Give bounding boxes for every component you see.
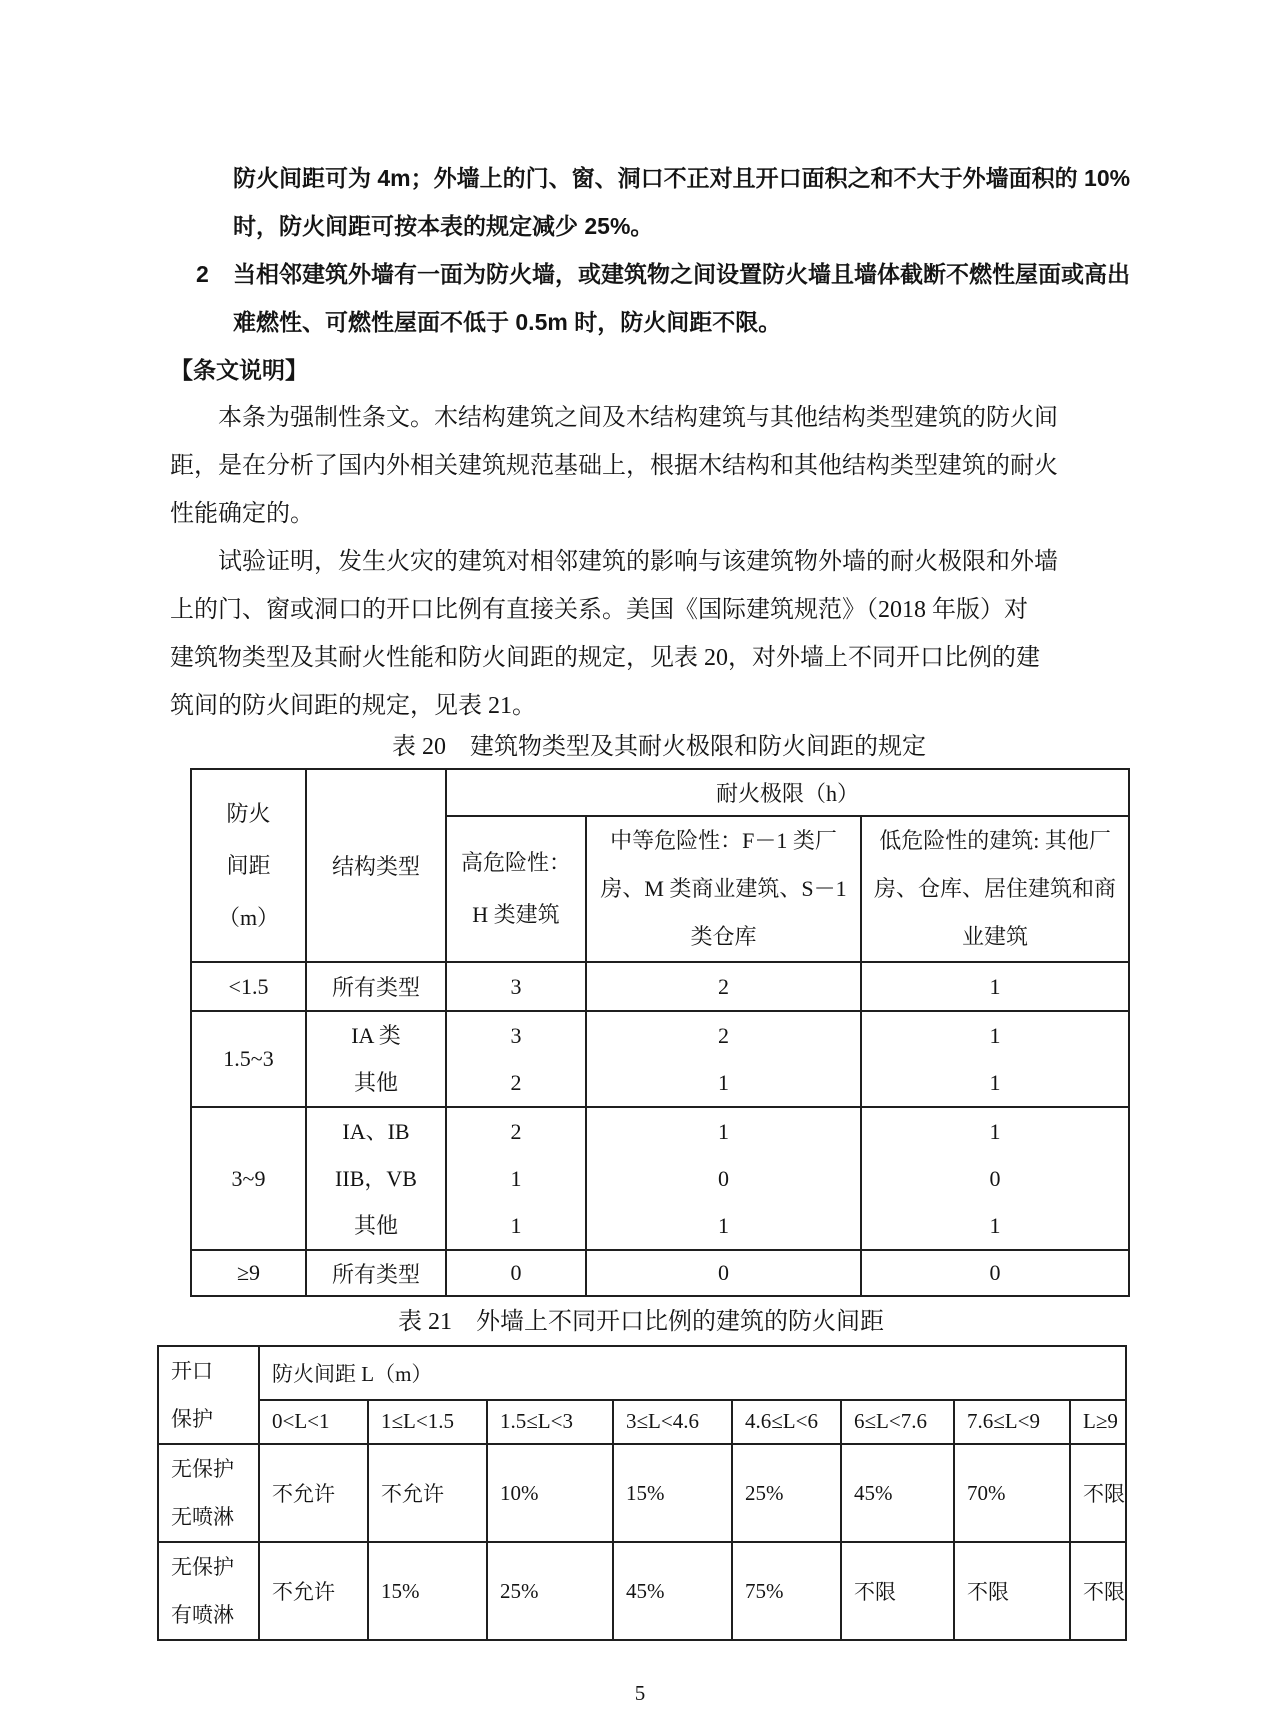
cell-line: 1 xyxy=(510,1213,522,1238)
page-content xyxy=(170,154,1131,1713)
header-line: 房、M 类商业建筑、S－1 xyxy=(600,876,847,901)
t21-value-cell: 70% xyxy=(954,1444,1070,1542)
cell-line: 有喷淋 xyxy=(171,1603,234,1627)
header-line: 保护 xyxy=(171,1407,213,1431)
t21-value-cell: 不允许 xyxy=(259,1542,368,1640)
cell-line: 其他 xyxy=(353,1070,398,1095)
t21-value-cell: 10% xyxy=(487,1444,613,1542)
t21-row-label xyxy=(158,1542,259,1640)
table-20 xyxy=(190,768,1130,1297)
t21-value-cell: 不限 xyxy=(841,1542,954,1640)
cell-line: 1 xyxy=(510,1166,522,1191)
t21-range-header: 1.5≤L<3 xyxy=(487,1400,613,1444)
cell-line: 0 xyxy=(989,1166,1001,1191)
cell-line: 1 xyxy=(718,1119,729,1144)
t20-value-cell xyxy=(586,1107,861,1250)
t21-corner-cell xyxy=(158,1346,259,1444)
table-row xyxy=(191,1250,1129,1296)
cell-line: 1 xyxy=(989,1070,1001,1095)
table21-header-row-2 xyxy=(158,1400,1126,1444)
table-row xyxy=(191,962,1129,1011)
t21-value-cell: 不限 xyxy=(954,1542,1070,1640)
t20-value-cell: 0 xyxy=(861,1250,1129,1296)
t20-distance-cell: 1.5~3 xyxy=(191,1011,306,1107)
t20-distance-cell: 3~9 xyxy=(191,1107,306,1250)
t21-row-label xyxy=(158,1444,259,1542)
table20-caption: 表 20 建筑物类型及其耐火极限和防火间距的规定 xyxy=(392,734,926,760)
t20-header-medium-hazard xyxy=(586,816,861,962)
explanation-paragraph-2 xyxy=(170,538,1110,730)
t20-value-cell xyxy=(586,1011,861,1107)
t21-range-header: 7.6≤L<9 xyxy=(954,1400,1070,1444)
paragraph-line: 本条为强制性条文。木结构建筑之间及木结构建筑与其他结构类型建筑的防火间 xyxy=(218,405,1058,431)
explanation-section xyxy=(170,346,1110,730)
t21-range-header: L≥9 xyxy=(1070,1400,1126,1444)
t21-value-cell: 不限 xyxy=(1070,1542,1126,1640)
header-line: 房、仓库、居住建筑和商 xyxy=(874,876,1117,901)
cell-line: IA 类 xyxy=(351,1023,401,1048)
paragraph-line: 上的门、窗或洞口的开口比例有直接关系。美国《国际建筑规范》（2018 年版）对 xyxy=(170,597,1028,623)
t21-range-header: 4.6≤L<6 xyxy=(732,1400,841,1444)
t21-value-cell: 45% xyxy=(841,1444,954,1542)
t20-value-cell: 2 xyxy=(586,962,861,1011)
code-item2-line2: 难燃性、可燃性屋面不低于 0.5m 时，防火间距不限。 xyxy=(233,309,782,335)
cell-line: 2 xyxy=(510,1070,522,1095)
t20-type-cell: 所有类型 xyxy=(306,962,446,1011)
header-line: 业建筑 xyxy=(962,924,1029,949)
t21-value-cell: 25% xyxy=(732,1444,841,1542)
paragraph-line: 距，是在分析了国内外相关建筑规范基础上，根据木结构和其他结构类型建筑的耐火 xyxy=(170,453,1058,479)
t20-type-cell xyxy=(306,1011,446,1107)
cell-line: 1 xyxy=(989,1119,1001,1144)
t20-value-cell xyxy=(446,1011,586,1107)
t21-value-cell: 45% xyxy=(613,1542,732,1640)
t20-value-cell: 0 xyxy=(586,1250,861,1296)
table-row xyxy=(158,1542,1126,1640)
header-line: 中等危险性：F－1 类厂 xyxy=(610,828,837,853)
t21-range-header: 0<L<1 xyxy=(259,1400,368,1444)
cell-line: 1 xyxy=(718,1213,729,1238)
cell-line: 无保护 xyxy=(171,1555,234,1579)
code-item1-line2: 时，防火间距可按本表的规定减少 25%。 xyxy=(233,213,654,239)
cell-line: IA、IB xyxy=(342,1119,410,1144)
table-row xyxy=(158,1444,1126,1542)
t20-distance-cell: <1.5 xyxy=(191,962,306,1011)
table21-caption: 表 21 外墙上不同开口比例的建筑的防火间距 xyxy=(398,1309,884,1335)
t20-value-cell: 1 xyxy=(861,962,1129,1011)
cell-line: 0 xyxy=(718,1166,729,1191)
table-row xyxy=(191,1107,1129,1250)
explanation-heading: 【条文说明】 xyxy=(170,357,308,383)
t20-value-cell: 0 xyxy=(446,1250,586,1296)
t21-value-cell: 75% xyxy=(732,1542,841,1640)
header-line: 开口 xyxy=(171,1359,213,1383)
header-line: 防火 xyxy=(226,800,271,826)
cell-line: IIB，VB xyxy=(335,1166,417,1191)
t21-range-header: 1≤L<1.5 xyxy=(368,1400,487,1444)
t21-value-cell: 25% xyxy=(487,1542,613,1640)
t20-value-cell xyxy=(861,1011,1129,1107)
cell-line: 无喷淋 xyxy=(171,1505,234,1529)
t21-value-cell: 不允许 xyxy=(259,1444,368,1542)
t20-type-cell: 所有类型 xyxy=(306,1250,446,1296)
cell-line: 3 xyxy=(510,1023,522,1048)
code-text-block xyxy=(170,154,1131,346)
paragraph-line: 性能确定的。 xyxy=(170,501,314,527)
code-item1-line1: 防火间距可为 4m；外墙上的门、窗、洞口不正对且开口面积之和不大于外墙面积的 10% xyxy=(233,165,1131,191)
t20-header-high-hazard xyxy=(446,816,586,962)
paragraph-line: 建筑物类型及其耐火性能和防火间距的规定，见表 20，对外墙上不同开口比例的建 xyxy=(170,645,1040,671)
cell-line: 其他 xyxy=(353,1213,398,1238)
t21-value-cell: 不限 xyxy=(1070,1444,1126,1542)
t20-value-cell xyxy=(446,1107,586,1250)
t20-distance-cell: ≥9 xyxy=(191,1250,306,1296)
cell-line: 2 xyxy=(718,1023,729,1048)
table-21 xyxy=(157,1345,1127,1641)
code-item2-text: 当相邻建筑外墙有一面为防火墙，或建筑物之间设置防火墙且墙体截断不燃性屋面或高出 xyxy=(233,261,1130,287)
t20-value-cell xyxy=(861,1107,1129,1250)
t21-range-header: 6≤L<7.6 xyxy=(841,1400,954,1444)
explanation-paragraph-1 xyxy=(170,394,1110,538)
paragraph-line: 试验证明，发生火灾的建筑对相邻建筑的影响与该建筑物外墙的耐火极限和外墙 xyxy=(218,549,1058,575)
header-line: H 类建筑 xyxy=(472,902,560,927)
paragraph-line: 筑间的防火间距的规定，见表 21。 xyxy=(170,693,536,719)
table21-header-row-1 xyxy=(158,1346,1126,1400)
t21-range-header: 3≤L<4.6 xyxy=(613,1400,732,1444)
t21-header-distance-group: 防火间距 L（m） xyxy=(259,1346,1126,1400)
t21-value-cell: 不允许 xyxy=(368,1444,487,1542)
table20-header-row-1 xyxy=(191,769,1129,816)
t20-header-fire-resistance-group: 耐火极限（h） xyxy=(446,769,1129,816)
t20-header-low-hazard xyxy=(861,816,1129,962)
header-line: 低危险性的建筑: 其他厂 xyxy=(879,828,1111,853)
cell-line: 1 xyxy=(989,1213,1001,1238)
t21-value-cell: 15% xyxy=(613,1444,732,1542)
cell-line: 1 xyxy=(989,1023,1001,1048)
list-item-number: 2 xyxy=(196,261,209,287)
t20-value-cell: 3 xyxy=(446,962,586,1011)
cell-line: 无保护 xyxy=(171,1457,234,1481)
t20-type-cell xyxy=(306,1107,446,1250)
table-row xyxy=(191,1011,1129,1107)
code-item2-line1 xyxy=(170,250,1130,298)
cell-line: 1 xyxy=(718,1070,729,1095)
header-line: 类仓库 xyxy=(690,924,757,949)
t21-value-cell: 15% xyxy=(368,1542,487,1640)
header-line: （m） xyxy=(217,904,280,930)
header-line: 间距 xyxy=(226,852,271,878)
t20-header-fire-distance xyxy=(191,769,306,962)
page-number: 5 xyxy=(634,1681,646,1705)
cell-line: 2 xyxy=(510,1119,522,1144)
header-line: 高危险性： xyxy=(460,850,571,875)
t20-header-structure-type: 结构类型 xyxy=(306,769,446,962)
